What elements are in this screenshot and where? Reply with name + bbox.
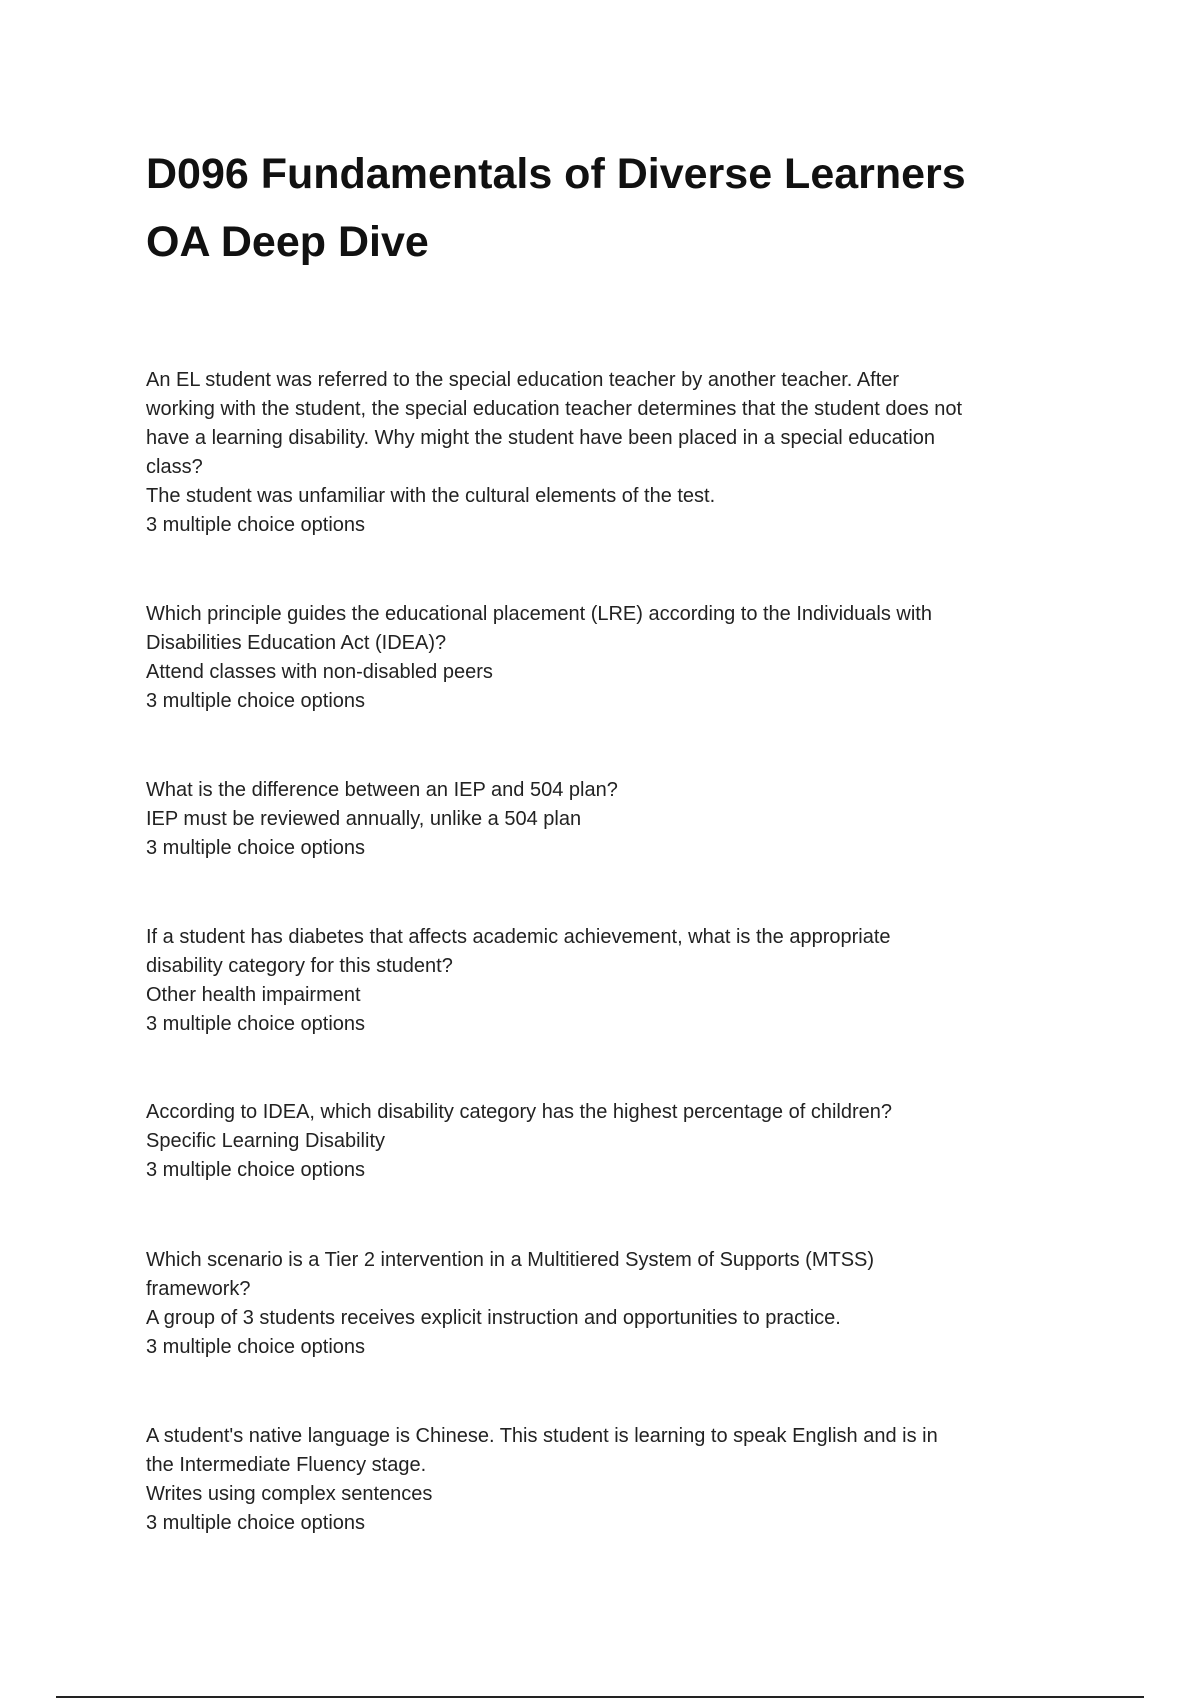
question-line: framework? [146,1278,251,1300]
multiple-choice-options-link[interactable]: 3 multiple choice options [146,1013,366,1035]
question-line: What is the difference between an IEP and 504 plan? [146,779,618,801]
multiple-choice-options-link[interactable]: 3 multiple choice options [146,1336,366,1358]
question-line: According to IDEA, which disability category has the highest percentage of children? [146,1101,892,1123]
flashcard-5 [146,1098,1086,1185]
flashcard-1 [146,366,1086,540]
answer-text: The student was unfamiliar with the cultural elements of the test. [146,485,716,507]
question-line: working with the student, the special education teacher determines that the student does not [146,398,963,420]
answer-text: Attend classes with non-disabled peers [146,661,493,683]
question-line: If a student has diabetes that affects academic achievement, what is the appropriate [146,926,891,948]
page-bottom-divider [56,1696,1144,1698]
answer-text: A group of 3 students receives explicit instruction and opportunities to practice. [146,1307,841,1329]
flashcard-7 [146,1422,1086,1538]
title-line: OA Deep Dive [146,218,429,266]
flashcard-4 [146,923,1086,1039]
answer-text: Writes using complex sentences [146,1483,433,1505]
flashcard-2 [146,600,1086,716]
multiple-choice-options-link[interactable]: 3 multiple choice options [146,837,366,859]
question-line: An EL student was referred to the special education teacher by another teacher. After [146,369,900,391]
multiple-choice-options-link[interactable]: 3 multiple choice options [146,690,366,712]
multiple-choice-options-link[interactable]: 3 multiple choice options [146,1159,366,1181]
question-line: class? [146,456,203,478]
multiple-choice-options-link[interactable]: 3 multiple choice options [146,514,366,536]
answer-text: Specific Learning Disability [146,1130,386,1152]
question-line: disability category for this student? [146,955,453,977]
question-line: A student's native language is Chinese. This student is learning to speak English and is in [146,1425,938,1447]
flashcard-3 [146,776,1086,863]
page-title [146,140,1086,276]
title-line: D096 Fundamentals of Diverse Learners [146,150,966,198]
question-line: have a learning disability. Why might the student have been placed in a special education [146,427,936,449]
answer-text: Other health impairment [146,984,361,1006]
answer-text: IEP must be reviewed annually, unlike a 504 plan [146,808,582,830]
question-line: Which principle guides the educational placement (LRE) according to the Individuals with [146,603,932,625]
question-line: Which scenario is a Tier 2 intervention in a Multitiered System of Supports (MTSS) [146,1249,875,1271]
flashcard-6 [146,1246,1086,1362]
question-line: Disabilities Education Act (IDEA)? [146,632,447,654]
question-line: the Intermediate Fluency stage. [146,1454,427,1476]
multiple-choice-options-link[interactable]: 3 multiple choice options [146,1512,366,1534]
